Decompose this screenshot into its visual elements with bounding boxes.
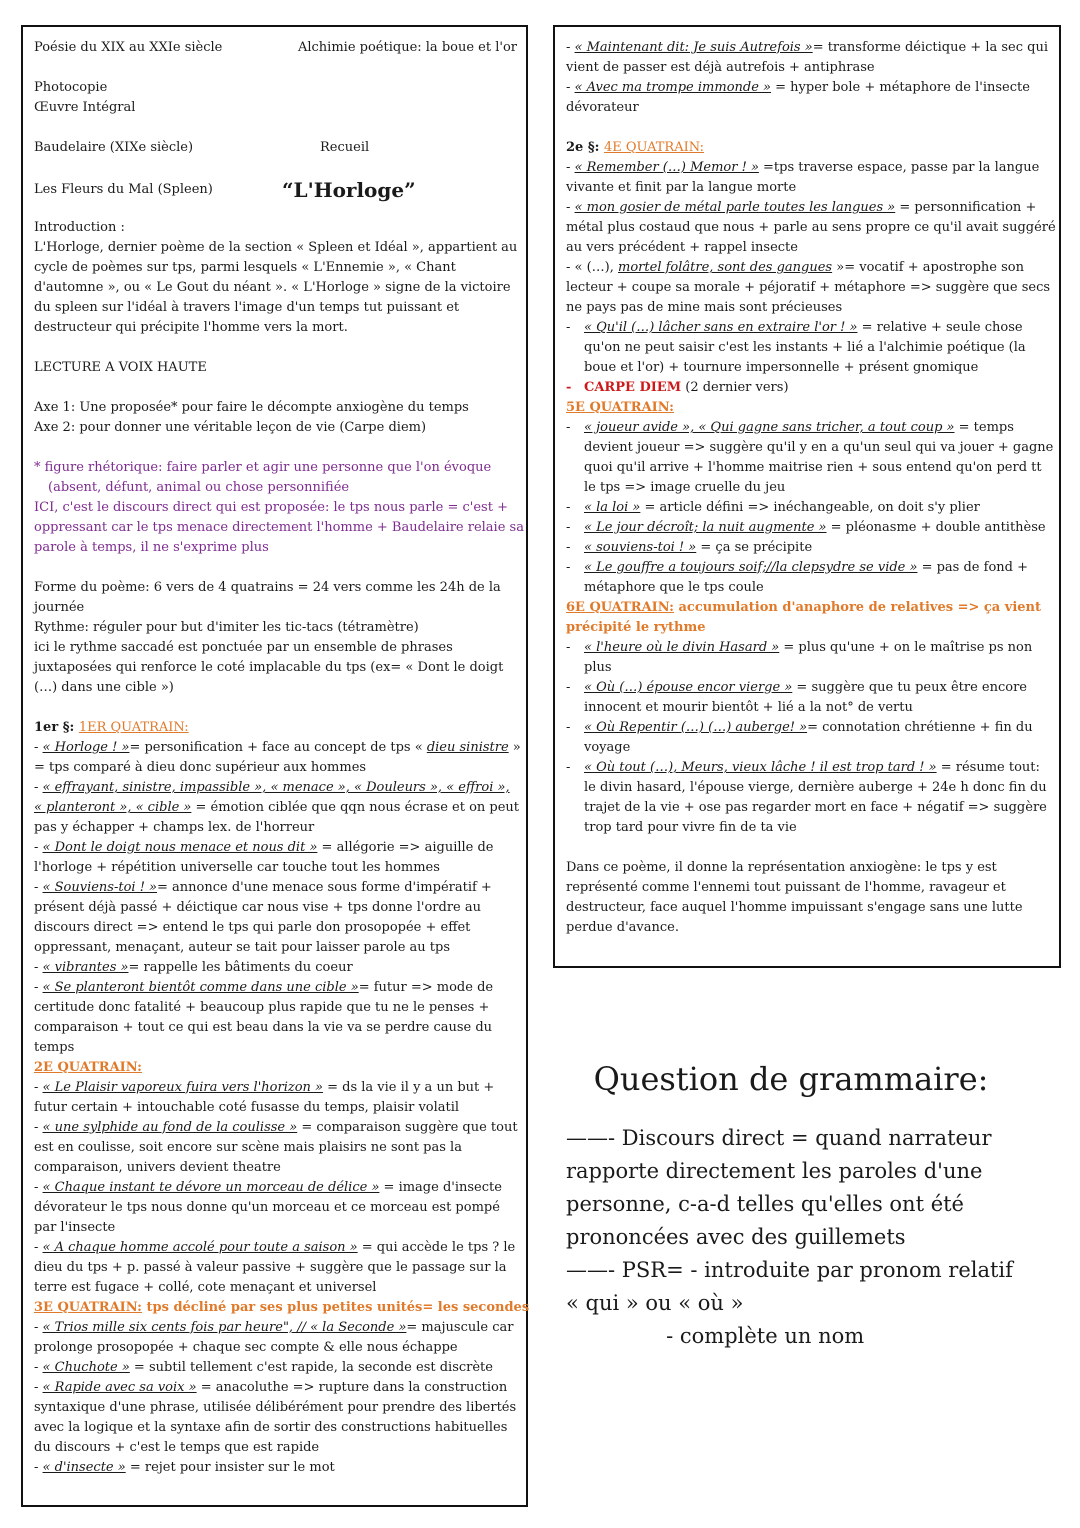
q6-bullet bbox=[566, 738, 1050, 758]
q5-bullet bbox=[566, 418, 1050, 438]
q5-heading-line bbox=[566, 398, 1050, 418]
q3-heading-rest: tps décliné par ses plus petites unités= les secondes bbox=[141, 1300, 530, 1315]
q1-line-segment: « vibrantes » bbox=[42, 960, 129, 975]
q5-bullet bbox=[566, 438, 1054, 458]
q5-bullet-quote: « joueur avide », « Qui gagne sans tricher, a tout coup » bbox=[584, 420, 955, 435]
q3-line bbox=[34, 1418, 517, 1438]
q2-notes bbox=[34, 1078, 517, 1298]
work-type: Œuvre Intégral bbox=[34, 100, 136, 115]
q2-line-segment: par l'insecte bbox=[34, 1220, 116, 1235]
note-line: (absent, défunt, animal ou chose personnifiée bbox=[48, 480, 350, 495]
q5-bullet-comment: = pléonasme + double antithèse bbox=[826, 520, 1046, 535]
q1-line-segment: « Se planteront bientôt comme dans une cible » bbox=[42, 980, 359, 995]
form-line: ici le rythme saccadé est ponctuée par un ensemble de phrases bbox=[34, 640, 453, 655]
q5-bullet-comment: devient joueur => suggère qu'il y en a qu'un seul qui va jouer + gagne bbox=[584, 440, 1054, 455]
q1-notes bbox=[34, 738, 521, 1058]
form-line: Rythme: réguler pour but d'imiter les tic-tacs (tétramètre) bbox=[34, 620, 419, 635]
bullet-dash: - bbox=[566, 680, 571, 695]
q1-line-segment: = personification + face au concept de tps « bbox=[129, 740, 427, 755]
q5-bullets bbox=[566, 418, 1054, 598]
axis-line: Axe 2: pour donner une véritable leçon de vie (Carpe diem) bbox=[34, 420, 427, 435]
q2-line-segment: = comparaison suggère que tout bbox=[297, 1120, 518, 1135]
grammar-line: personne, c-a-d telles qu'elles ont été bbox=[566, 1192, 964, 1216]
q3-cont-line bbox=[566, 58, 1050, 78]
q3-cont-line-segment: = hyper bole + métaphore de l'insecte bbox=[771, 80, 1030, 95]
q4-bullet-comment: boue et l'or) + tournure impersonnelle + présent gnomique bbox=[584, 360, 979, 375]
q4-heading-line bbox=[566, 138, 1050, 158]
q2-line-segment: = ds la vie il y a un but + bbox=[322, 1080, 495, 1095]
grammar-notes bbox=[566, 1122, 1056, 1353]
q6-bullet bbox=[566, 718, 1050, 738]
q4-line-segment: =tps traverse espace, passe par la langue bbox=[758, 160, 1040, 175]
q6-bullet bbox=[566, 818, 1050, 838]
q3-cont-line-segment: vient de passer est déjà autrefois + antiphrase bbox=[566, 60, 875, 75]
q1-line bbox=[34, 818, 517, 838]
q3-cont-line bbox=[566, 98, 1050, 118]
grammar-section bbox=[566, 1060, 1056, 1353]
collection-label: Les Fleurs du Mal (Spleen) bbox=[34, 182, 213, 197]
q3-line-segment: - bbox=[34, 1380, 43, 1395]
conclusion-line: perdue d'avance. bbox=[566, 920, 679, 935]
q6-bullet-comment: trop tard pour vivre fin de ta vie bbox=[584, 820, 797, 835]
q5-bullet-comment: quoi qu'il arrive + l'homme maitrise rien + sous entend qu'on perd tt bbox=[584, 460, 1042, 475]
q3-line-segment: avec la logique et la syntaxe afin de sortir des constructions habituelles bbox=[34, 1420, 508, 1435]
q3-line-segment: - bbox=[34, 1320, 43, 1335]
q5-bullet-comment: métaphore que le tps coule bbox=[584, 580, 764, 595]
q4-line-segment: - bbox=[566, 160, 575, 175]
q3-line bbox=[34, 1318, 517, 1338]
bullet-dash: - bbox=[566, 540, 571, 555]
q1-line-segment: certitude donc fatalité + beaucoup plus rapide que tu ne le penses + bbox=[34, 1000, 490, 1015]
q5-bullet bbox=[566, 518, 1050, 538]
q3-line-segment: = anacoluthe => rupture dans la construction bbox=[196, 1380, 508, 1395]
q3-line bbox=[34, 1358, 517, 1378]
q2-line bbox=[34, 1258, 517, 1278]
q3-cont-line-segment: « Maintenant dit: Je suis Autrefois » bbox=[574, 40, 813, 55]
q6-bullet-comment: voyage bbox=[584, 740, 631, 755]
q1-line-segment: = rappelle les bâtiments du coeur bbox=[128, 960, 353, 975]
q1-line-segment: - bbox=[34, 880, 43, 895]
q2-line-segment: = image d'insecte bbox=[379, 1180, 502, 1195]
q6-heading-line bbox=[566, 598, 1050, 618]
q5-bullet-comment: = article défini => inéchangeable, on doit s'y plier bbox=[640, 500, 980, 515]
bullet-dash: - bbox=[566, 760, 571, 775]
q5-bullet bbox=[566, 498, 1050, 518]
bullet-dash: - bbox=[566, 560, 571, 575]
q4-bullets bbox=[566, 318, 1050, 378]
q3-line-segment: = majuscule car bbox=[406, 1320, 514, 1335]
intro-label: Introduction : bbox=[34, 220, 125, 235]
q4-line bbox=[566, 178, 1050, 198]
q1-line-segment: = émotion ciblée que qqn nous écrase et on peut bbox=[191, 800, 520, 815]
q2-line bbox=[34, 1078, 517, 1098]
q3-heading: 3E QUATRAIN: bbox=[34, 1300, 142, 1315]
grammar-line: prononcées avec des guillemets bbox=[566, 1225, 906, 1249]
doc-type: Photocopie bbox=[34, 80, 108, 95]
q6-bullet bbox=[566, 638, 1050, 658]
q1-line bbox=[34, 1038, 517, 1058]
rhetoric-note bbox=[34, 458, 524, 558]
form-paragraph bbox=[34, 578, 517, 698]
intro-line: L'Horloge, dernier poème de la section « Spleen et Idéal », appartient au bbox=[34, 240, 518, 255]
q1-line-segment: = tps comparé à dieu donc supérieur aux hommes bbox=[34, 760, 367, 775]
form-line: journée bbox=[34, 600, 85, 615]
bullet-dash: - bbox=[566, 640, 571, 655]
q1-line bbox=[34, 898, 517, 918]
q6-bullets bbox=[566, 638, 1050, 838]
grammar-line: rapporte directement les paroles d'une bbox=[566, 1159, 983, 1183]
q1-line-segment: présent déjà passé + déictique car nous vise + tps donne l'ordre au bbox=[34, 900, 481, 915]
q5-bullet-comment: = temps bbox=[954, 420, 1014, 435]
q3-continued-notes bbox=[566, 38, 1050, 118]
q1-line bbox=[34, 838, 517, 858]
q3-line-segment: = rejet pour insister sur le mot bbox=[125, 1460, 335, 1475]
q6-bullet-comment: = connotation chrétienne + fin du bbox=[807, 720, 1033, 735]
poem-title: “L'Horloge” bbox=[282, 178, 416, 202]
q2-line-segment: = qui accède le tps ? le bbox=[357, 1240, 516, 1255]
q6-bullet-comment: le divin hasard, l'épouse vierge, dernière auberge + 24e h donc fin du bbox=[584, 780, 1047, 795]
q2-line-segment: - bbox=[34, 1120, 43, 1135]
q1-line-segment: - bbox=[34, 960, 43, 975]
q1-line bbox=[34, 778, 517, 798]
q3-line-segment: prolonge prosopopée + chaque sec compte & elle nous échappe bbox=[34, 1340, 458, 1355]
q1-line-segment: « Dont le doigt nous menace et nous dit » bbox=[42, 840, 318, 855]
q3-cont-line-segment: - bbox=[566, 40, 575, 55]
q1-line bbox=[34, 938, 517, 958]
q1-line bbox=[34, 978, 517, 998]
q1-heading-line bbox=[34, 718, 517, 738]
q2-line bbox=[34, 1278, 517, 1298]
q5-bullet bbox=[566, 478, 1050, 498]
q1-line-segment: l'horloge + répétition universelle car touche tout les hommes bbox=[34, 860, 440, 875]
q3-cont-line-segment: dévorateur bbox=[566, 100, 639, 115]
q6-bullet-quote: « l'heure où le divin Hasard » bbox=[584, 640, 780, 655]
q1-line bbox=[34, 738, 521, 758]
q2-line bbox=[34, 1158, 517, 1178]
q4-bullet-comment: = relative + seule chose bbox=[857, 320, 1023, 335]
q6-bullet-comment: plus bbox=[584, 660, 612, 675]
course-label: Poésie du XIX au XXIe siècle bbox=[34, 40, 223, 55]
q6-heading-rest: accumulation d'anaphore de relatives => ça vient bbox=[673, 600, 1041, 615]
q6-heading: 6E QUATRAIN: bbox=[566, 600, 674, 615]
q1-line bbox=[34, 998, 517, 1018]
q3-line-segment: syntaxique d'une phrase, utilisée délibérément pour prendre des libertés bbox=[34, 1400, 517, 1415]
q4-bullet-quote: « Qu'il (…) lâcher sans en extraire l'or ! » bbox=[584, 320, 858, 335]
bullet-dash: - bbox=[566, 500, 571, 515]
grammar-line: ——- PSR= - introduite par pronom relatif bbox=[566, 1258, 1013, 1282]
q6-bullet-comment: = suggère que tu peux être encore bbox=[792, 680, 1027, 695]
q6-bullet-quote: « Où Repentir (…) (…) auberge! » bbox=[584, 720, 808, 735]
q1-line bbox=[34, 758, 517, 778]
axes-list bbox=[34, 398, 517, 438]
q1-line-segment: = futur => mode de bbox=[358, 980, 494, 995]
q4-line bbox=[566, 258, 1050, 278]
conclusion-line: destructeur, face auquel l'homme impuissant s'engage sans une lutte bbox=[566, 900, 1023, 915]
q4-line-segment: au vers précédent + rappel insecte bbox=[566, 240, 798, 255]
q3-line-segment: = subtil tellement c'est rapide, la seconde est discrète bbox=[129, 1360, 493, 1375]
note-line: parole à temps, il ne s'exprime plus bbox=[34, 540, 269, 555]
q3-line bbox=[34, 1398, 517, 1418]
q1-line-segment: discours direct => entend le tps qui parle don prosopopée + effet bbox=[34, 920, 471, 935]
q3-line bbox=[34, 1338, 517, 1358]
q6-bullet-quote: « Où (…) épouse encor vierge » bbox=[584, 680, 793, 695]
q2-line-segment: - bbox=[34, 1240, 43, 1255]
q6-bullet bbox=[566, 778, 1050, 798]
bullet-dash: - bbox=[566, 320, 571, 335]
q4-bullet-comment: qu'on ne peut saisir c'est les instants + lié a l'alchimie poétique (la bbox=[584, 340, 1026, 355]
q3-line bbox=[34, 1438, 517, 1458]
q4-line-segment: vivante et finit par la langue morte bbox=[566, 180, 797, 195]
q3-line-segment: « Trios mille six cents fois par heure", // « la Seconde » bbox=[42, 1320, 407, 1335]
q1-line bbox=[34, 798, 520, 818]
q4-line-segment: métal plus costaud que nous + parle au sens propre ce qu'il avait suggéré bbox=[566, 220, 1056, 235]
intro-line: destructeur qui précipite l'homme vers la mort. bbox=[34, 320, 348, 335]
q6-bullet-comment: trajet de la vie + ose pas regarder mort en face + négatif => suggère bbox=[584, 800, 1047, 815]
header-row-author bbox=[34, 138, 517, 158]
intro-line: cycle de poèmes sur tps, parmi lesquels « L'Ennemie », « Chant bbox=[34, 260, 456, 275]
header-row-collection bbox=[34, 178, 517, 202]
q5-bullet-quote: « la loi » bbox=[584, 500, 641, 515]
q4-line bbox=[566, 198, 1050, 218]
q4-line bbox=[566, 218, 1056, 238]
conclusion-line: représenté comme l'ennemi tout puissant de l'homme, ravageur et bbox=[566, 880, 1006, 895]
intro-paragraph bbox=[34, 238, 517, 338]
intro-line: du spleen sur l'idéal à travers l'image d'un temps tut puissant et bbox=[34, 300, 460, 315]
q4-heading: 4E QUATRAIN: bbox=[603, 140, 705, 155]
q1-line bbox=[34, 918, 517, 938]
q3-line bbox=[34, 1458, 517, 1478]
q5-bullet bbox=[566, 578, 1050, 598]
q1-line-segment: » bbox=[508, 740, 521, 755]
q3-line-segment: « Chuchote » bbox=[42, 1360, 130, 1375]
q2-line bbox=[34, 1178, 517, 1198]
q6-bullet bbox=[566, 798, 1050, 818]
q2-heading-line bbox=[34, 1058, 517, 1078]
q2-line-segment: dévorateur le tps nous donne qu'un morceau et ce morceau est pompé bbox=[34, 1200, 500, 1215]
q3-line-segment: du discours + c'est le temps que est rapide bbox=[34, 1440, 320, 1455]
q2-line bbox=[34, 1198, 517, 1218]
form-line: (…) dans une cible ») bbox=[34, 680, 174, 695]
carpe-diem: CARPE DIEM bbox=[584, 380, 682, 395]
q1-line-segment: - bbox=[34, 980, 43, 995]
theme-label: Alchimie poétique: la boue et l'or bbox=[297, 40, 517, 55]
q5-bullet-comment: le tps => image cruelle du jeu bbox=[584, 480, 786, 495]
q1-line-segment: dieu sinistre bbox=[426, 740, 509, 755]
q3-line-segment: - bbox=[34, 1360, 43, 1375]
q1-line bbox=[34, 878, 517, 898]
q2-line-segment: « une sylphide au fond de la coulisse » bbox=[42, 1120, 298, 1135]
q4-line-segment: mortel folâtre, sont des gangues bbox=[618, 260, 833, 275]
q1-prefix: 1er §: bbox=[34, 720, 79, 735]
q2-line bbox=[34, 1118, 517, 1138]
q4-bullet bbox=[566, 358, 1050, 378]
q2-line-segment: futur certain + intouchable coté fusasse du temps, plaisir volatil bbox=[34, 1100, 460, 1115]
q1-line-segment: pas y échapper + champs lex. de l'horreur bbox=[34, 820, 315, 835]
q5-bullet-comment: = ça se précipite bbox=[696, 540, 813, 555]
q3-notes bbox=[34, 1318, 517, 1478]
note-line: ICI, c'est le discours direct qui est proposée: le tps nous parle = c'est + bbox=[34, 500, 508, 515]
q4-line-segment: - « (…), bbox=[566, 260, 619, 275]
q3-line-segment: « d'insecte » bbox=[42, 1460, 126, 1475]
q3-cont-line-segment: « Avec ma trompe immonde » bbox=[574, 80, 771, 95]
q4-line-segment: « Remember (…) Memor ! » bbox=[574, 160, 759, 175]
q1-line-segment: temps bbox=[34, 1040, 75, 1055]
q5-heading: 5E QUATRAIN: bbox=[566, 400, 674, 415]
q1-line-segment: « effrayant, sinistre, impassible », « menace », « Douleurs », « effroi », bbox=[42, 780, 510, 795]
bullet-dash: - bbox=[566, 520, 571, 535]
q4-line-segment: lecteur + coupe sa morale + péjoratif + métaphore => suggère que secs bbox=[566, 280, 1051, 295]
bullet-dash: - bbox=[566, 720, 571, 735]
q5-bullet bbox=[566, 558, 1050, 578]
form-line: Forme du poème: 6 vers de 4 quatrains = 24 vers comme les 24h de la bbox=[34, 580, 501, 595]
q2-line-segment: terre est fugace + collé, cote menaçant et universel bbox=[34, 1280, 377, 1295]
note-line: oppressant car le tps menace directement l'homme + Baudelaire relaie sa bbox=[34, 520, 524, 535]
conclusion-paragraph bbox=[566, 858, 1050, 938]
q6-bullet bbox=[566, 678, 1050, 698]
q1-line-segment: « Horloge ! » bbox=[42, 740, 130, 755]
q1-line bbox=[34, 958, 517, 978]
q4-line-segment: = personnification + bbox=[895, 200, 1037, 215]
q1-line-segment: = annonce d'une menace sous forme d'impératif + bbox=[157, 880, 492, 895]
carpe-line: - CARPE DIEM (2 dernier vers) bbox=[566, 380, 789, 395]
q3-heading-line bbox=[34, 1298, 530, 1318]
q6-heading-line-2 bbox=[566, 618, 1050, 638]
grammar-line: - complète un nom bbox=[566, 1324, 865, 1348]
grammar-line: ——- Discours direct = quand narrateur bbox=[566, 1126, 992, 1150]
q3-cont-line bbox=[566, 78, 1050, 98]
q2-line-segment: comparaison, univers devient theatre bbox=[34, 1160, 281, 1175]
q5-bullet bbox=[566, 538, 1050, 558]
q2-line bbox=[34, 1098, 517, 1118]
reading-label: LECTURE A VOIX HAUTE bbox=[34, 360, 207, 375]
right-notes-content bbox=[566, 38, 1056, 938]
author-label: Baudelaire (XIXe siècle) bbox=[34, 140, 194, 155]
q4-prefix: 2e §: bbox=[566, 140, 604, 155]
q6-bullet-comment: = résume tout: bbox=[936, 760, 1040, 775]
q1-line-segment: - bbox=[34, 780, 43, 795]
q3-cont-line-segment: - bbox=[566, 80, 575, 95]
q1-line-segment: - bbox=[34, 840, 43, 855]
q2-line bbox=[34, 1138, 517, 1158]
q3-cont-line-segment: = transforme déictique + la sec qui bbox=[812, 40, 1049, 55]
q4-line bbox=[566, 158, 1050, 178]
q1-line-segment: = allégorie => aiguille de bbox=[317, 840, 494, 855]
q4-bullet bbox=[566, 338, 1050, 358]
q4-line bbox=[566, 278, 1050, 298]
bullet-dash: - bbox=[566, 420, 571, 435]
q1-line-segment: « Souviens-toi ! » bbox=[42, 880, 158, 895]
conclusion-line: Dans ce poème, il donne la représentation anxiogène: le tps y est bbox=[566, 860, 997, 875]
q5-bullet-comment: = pas de fond + bbox=[917, 560, 1028, 575]
q1-line-segment: oppressant, menaçant, auteur se tait pour laisser parole au tps bbox=[34, 940, 450, 955]
q6-bullet-quote: « Où tout (…), Meurs, vieux lâche ! il est trop tard ! » bbox=[584, 760, 937, 775]
q3-line-segment: - bbox=[34, 1460, 43, 1475]
q4-line bbox=[566, 298, 1050, 318]
q2-line bbox=[34, 1238, 517, 1258]
q3-line bbox=[34, 1378, 517, 1398]
format-label: Recueil bbox=[320, 140, 370, 155]
note-line: * figure rhétorique: faire parler et agir une personne que l'on évoque bbox=[34, 460, 492, 475]
left-notes-box bbox=[21, 25, 528, 1507]
grammar-title: Question de grammaire: bbox=[593, 1060, 989, 1098]
q4-line-segment: - bbox=[566, 200, 575, 215]
q4-line-segment: « mon gosier de métal parle toutes les langues » bbox=[574, 200, 896, 215]
q4-line bbox=[566, 238, 1050, 258]
q5-bullet-quote: « Le gouffre a toujours soif;//la clepsydre se vide » bbox=[584, 560, 918, 575]
q3-line-segment: « Rapide avec sa voix » bbox=[42, 1380, 197, 1395]
form-line: juxtaposées qui renforce le coté implacable du tps (ex= « Dont le doigt bbox=[34, 660, 504, 675]
carpe-rest: (2 dernier vers) bbox=[681, 380, 789, 395]
q6-bullet bbox=[566, 698, 1050, 718]
q2-line-segment: - bbox=[34, 1180, 43, 1195]
axis-line: Axe 1: Une proposée* pour faire le décompte anxiogène du temps bbox=[34, 400, 469, 415]
q2-line-segment: « Chaque instant te dévore un morceau de délice » bbox=[42, 1180, 380, 1195]
q6-bullet bbox=[566, 658, 1050, 678]
q2-line bbox=[34, 1218, 517, 1238]
q2-line-segment: est en coulisse, soit encore sur scène mais plaisirs ne sont pas la bbox=[34, 1140, 462, 1155]
q6-bullet bbox=[566, 758, 1050, 778]
q6-heading-cont: précipité le rythme bbox=[566, 620, 706, 635]
q5-bullet-quote: « Le jour décroît; la nuit augmente » bbox=[584, 520, 827, 535]
q1-heading: 1ER QUATRAIN: bbox=[78, 720, 189, 735]
q5-bullet bbox=[566, 458, 1050, 478]
q4-line-segment: ne pays pas de mine mais sont précieuses bbox=[566, 300, 843, 315]
q2-line-segment: « Le Plaisir vaporeux fuira vers l'horizon » bbox=[42, 1080, 323, 1095]
q6-bullet-comment: = plus qu'une + on le maîtrise ps non bbox=[779, 640, 1033, 655]
intro-line: d'automne », ou « Le Gout du néant ». « L'Horloge » signe de la victoire bbox=[34, 280, 511, 295]
q2-line-segment: « A chaque homme accolé pour toute a saison » bbox=[42, 1240, 358, 1255]
q2-line-segment: - bbox=[34, 1080, 43, 1095]
q4-line-segment: »= vocatif + apostrophe son bbox=[832, 260, 1024, 275]
q2-line-segment: dieu du tps + p. passé à valeur passive + suggère que le passage sur la bbox=[34, 1260, 507, 1275]
q1-line-segment: comparaison + tout ce qui est beau dans la vie va se perdre cause du bbox=[34, 1020, 493, 1035]
q3-cont-line bbox=[566, 38, 1050, 58]
right-notes-box bbox=[553, 25, 1061, 968]
q1-line-segment: « planteront », « cible » bbox=[34, 800, 192, 815]
q4-bullet bbox=[566, 318, 1050, 338]
q6-bullet-comment: innocent et mourir bientôt + lié a la not° de vertu bbox=[584, 700, 913, 715]
q5-bullet-quote: « souviens-toi ! » bbox=[584, 540, 697, 555]
q4-notes bbox=[566, 158, 1056, 318]
q1-line bbox=[34, 858, 517, 878]
q2-heading: 2E QUATRAIN: bbox=[34, 1060, 142, 1075]
header-row-1 bbox=[34, 38, 517, 58]
q1-line-segment: - bbox=[34, 740, 43, 755]
left-notes-content bbox=[34, 38, 530, 1478]
q1-line bbox=[34, 1018, 517, 1038]
grammar-line: « qui » ou « où » bbox=[566, 1291, 744, 1315]
